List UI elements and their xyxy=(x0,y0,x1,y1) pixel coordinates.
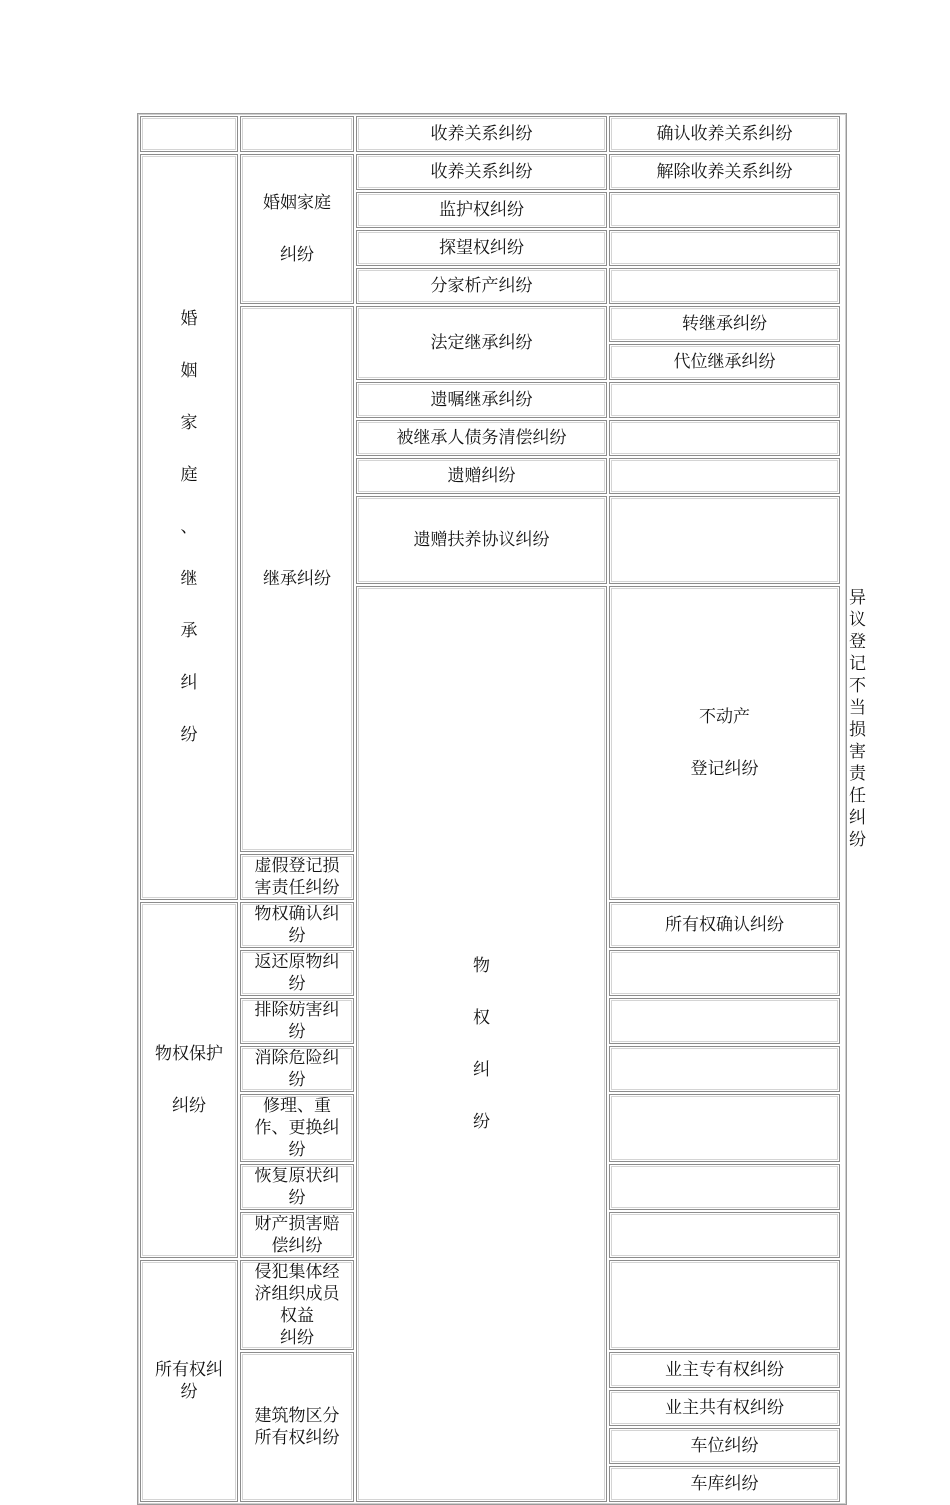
group-label-line: 物权保护 xyxy=(155,1044,223,1064)
category-char: 庭 xyxy=(180,465,198,485)
dispute-classification-table xyxy=(137,113,866,1505)
group-label-line: 登记纠纷 xyxy=(690,759,759,779)
table-row xyxy=(140,154,844,190)
table-row xyxy=(140,306,844,342)
group-inheritance: 继承纠纷 xyxy=(240,306,354,852)
cell-level4: 业主专有权纠纷 xyxy=(609,1352,840,1388)
group-label-line: 不动产 xyxy=(699,707,750,727)
empty-cell xyxy=(609,1260,840,1350)
cell-level3: 恢复原状纠纷 xyxy=(240,1164,354,1210)
empty-cell xyxy=(609,458,840,494)
category-char: 权 xyxy=(473,1008,490,1028)
category-char: 承 xyxy=(180,621,198,641)
cell-level3: 建筑物区分所有权纠纷 xyxy=(240,1352,354,1502)
empty-cell xyxy=(609,1046,840,1092)
cell-level3: 探望权纠纷 xyxy=(356,230,607,266)
category-char: 纠 xyxy=(180,673,198,693)
cell-line: 纠纷 xyxy=(280,1328,314,1348)
empty-cell xyxy=(609,192,840,228)
category-char: 继 xyxy=(180,569,198,589)
cell-level3: 物权确认纠纷 xyxy=(240,902,354,948)
category-char: 纠 xyxy=(473,1060,490,1080)
category-char: 姻 xyxy=(180,361,198,381)
cell-level3: 遗赠纠纷 xyxy=(356,458,607,494)
table-row: 物 权 纠 纷 不动产 登记纠纷 异议登记不当损害责任纠纷 xyxy=(140,586,844,852)
group-label-line: 纠纷 xyxy=(280,245,314,265)
cell-level3: 修理、重作、更换纠纷 xyxy=(240,1094,354,1162)
cell-level4: 解除收养关系纠纷 xyxy=(609,154,840,190)
empty-cell xyxy=(609,382,840,418)
cell-level4: 代位继承纠纷 xyxy=(609,344,840,380)
category-property-rights xyxy=(356,586,607,1502)
group-label-line: 婚姻家庭 xyxy=(263,193,331,213)
cell-level3: 监护权纠纷 xyxy=(356,192,607,228)
empty-cell xyxy=(609,268,840,304)
cell-level3: 虚假登记损害责任纠纷 xyxy=(240,854,354,900)
group-label-line: 纠纷 xyxy=(172,1096,206,1116)
cell-level3: 财产损害赔偿纠纷 xyxy=(240,1212,354,1258)
empty-cell xyxy=(609,1094,840,1162)
cell-level3 xyxy=(240,1260,354,1350)
cell-level3: 遗嘱继承纠纷 xyxy=(356,382,607,418)
cell-level3: 收养关系纠纷 xyxy=(356,116,607,152)
cell-level3: 排除妨害纠纷 xyxy=(240,998,354,1044)
empty-cell xyxy=(609,998,840,1044)
empty-cell xyxy=(609,496,840,584)
category-marriage-inheritance xyxy=(140,154,238,900)
cell-level3: 消除危险纠纷 xyxy=(240,1046,354,1092)
empty-cell xyxy=(240,116,354,152)
empty-cell xyxy=(609,950,840,996)
empty-cell xyxy=(140,116,238,152)
cell-level3: 法定继承纠纷 xyxy=(356,306,607,380)
group-ownership: 所有权纠纷 xyxy=(140,1260,238,1502)
empty-cell xyxy=(609,1212,840,1258)
empty-cell xyxy=(609,1164,840,1210)
empty-cell xyxy=(609,420,840,456)
category-char: 纷 xyxy=(473,1112,490,1132)
cell-line: 侵犯集体经济组织成员权益 xyxy=(254,1262,340,1326)
cell-level3: 遗赠扶养协议纠纷 xyxy=(356,496,607,584)
cell-level4: 车位纠纷 xyxy=(609,1428,840,1464)
category-char: 、 xyxy=(180,517,198,537)
group-marriage-family xyxy=(240,154,354,304)
table-row xyxy=(140,116,844,152)
cell-level3: 被继承人债务清偿纠纷 xyxy=(356,420,607,456)
cell-level3: 收养关系纠纷 xyxy=(356,154,607,190)
category-char: 婚 xyxy=(180,309,198,329)
cell-level4: 车库纠纷 xyxy=(609,1466,840,1502)
cell-level4: 所有权确认纠纷 xyxy=(609,902,840,948)
group-real-estate-registration xyxy=(609,586,840,900)
category-char: 物 xyxy=(473,956,490,976)
cell-level4: 业主共有权纠纷 xyxy=(609,1390,840,1426)
group-property-protection xyxy=(140,902,238,1258)
cell-level4: 转继承纠纷 xyxy=(609,306,840,342)
document-page xyxy=(137,113,866,1505)
category-char: 纷 xyxy=(180,725,198,745)
cell-level3: 返还原物纠纷 xyxy=(240,950,354,996)
cell-level3: 分家析产纠纷 xyxy=(356,268,607,304)
empty-cell xyxy=(609,230,840,266)
category-char: 家 xyxy=(180,413,198,433)
cell-level4: 确认收养关系纠纷 xyxy=(609,116,840,152)
